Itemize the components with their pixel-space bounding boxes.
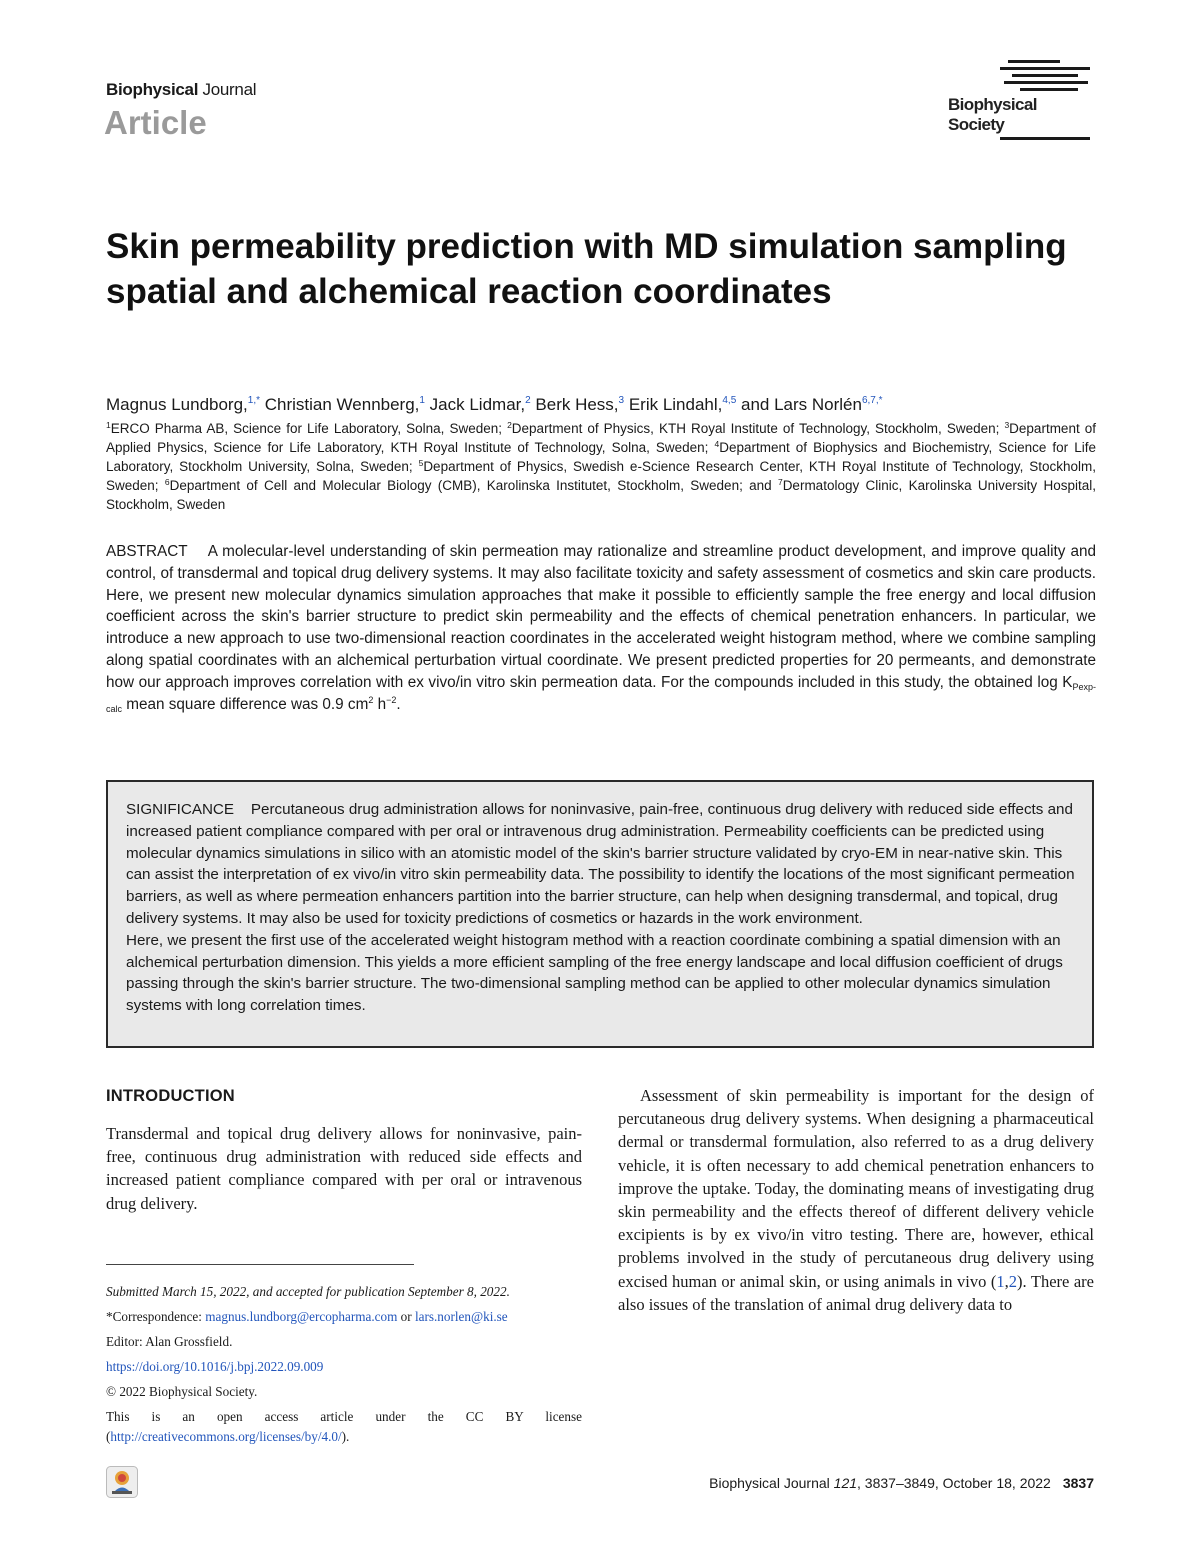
significance-paragraph: Here, we present the first use of the accelerated weight histogram method with a reaction coordinate combining a spatial dimension with an alchemical perturbation dimension. This yields a more efficient sampling of the free energy landscape and local diffusion coefficient of drugs passing through the skin's barrier structure. The two-dimensional sampling method can be applied to other molecular dynamics simulation systems with long correlation times. — [126, 931, 1063, 1015]
body-text: ). There are also issues of the translation of animal drug delivery data to — [618, 1271, 1094, 1314]
affiliation-number: 2 — [507, 420, 512, 430]
author-affiliation-mark[interactable]: 1 — [419, 395, 425, 406]
correspondence-label: *Correspondence: — [106, 1309, 206, 1324]
affiliation-text: Dermatology Clinic, Karolinska University Hospital, Stockholm, Sweden — [106, 478, 1096, 512]
abstract-tail: mean square difference was 0.9 cm — [122, 695, 369, 713]
doi-link[interactable]: https://doi.org/10.1016/j.bpj.2022.09.009 — [106, 1359, 324, 1374]
abstract-end: . — [396, 695, 401, 713]
author-name: Christian Wennberg, — [260, 395, 420, 414]
editor-line: Editor: Alan Grossfield. — [106, 1334, 233, 1349]
submission-dates: Submitted March 15, 2022, and accepted for publication September 8, 2022. — [106, 1284, 510, 1299]
affiliation-text: Department of Applied Physics, Science for Life Laboratory, KTH Royal Institute of Technology, Solna, Sweden; — [106, 421, 1097, 455]
significance-paragraph: Percutaneous drug administration allows for noninvasive, pain-free, continuous drug delivery with reduced side effects and increased patient compliance compared with per oral or intravenous drug administration. Permeability coefficients can be predicted using molecular dynamics simulations in silico with an atomistic model of the skin's barrier structure validated by cryo-EM in near-native skin. This can assist the interpretation of ex vivo/in vitro skin permeability data. The possibility to identify the locations of the most significant permeation barriers, as well as where permeation enhancers partition into the barrier structure, can help when designing transdermal, and topical, drug delivery systems. It may also be used for toxicity predictions of cosmetics or hazards in the work environment. — [126, 801, 1075, 927]
copyright-line: © 2022 Biophysical Society. — [106, 1384, 258, 1399]
affiliation-number: 7 — [777, 477, 783, 487]
citation-separator: , — [1004, 1271, 1009, 1291]
significance-box — [106, 780, 1094, 1048]
affiliation-text: Department of Physics, Swedish e-Science Research Center, KTH Royal Institute of Technology, Stockholm, Sweden; — [106, 459, 1096, 493]
article-type-label: Article — [104, 104, 207, 141]
affiliation-number: 1 — [106, 420, 111, 430]
correspondence-or: or — [397, 1309, 415, 1324]
biophysical-society-logo — [948, 58, 1098, 144]
affiliations — [106, 419, 1096, 514]
body-paragraph — [618, 1084, 1094, 1316]
author-name: Erik Lindahl, — [624, 395, 723, 414]
author-affiliation-mark[interactable]: 3 — [618, 395, 625, 406]
abstract-unit-exponent: −2 — [386, 694, 397, 705]
affiliation-number: 5 — [418, 458, 424, 468]
author-name: and Lars Norlén — [736, 395, 862, 414]
author-name: Berk Hess, — [530, 395, 619, 414]
abstract-label: ABSTRACT — [106, 543, 188, 560]
abstract-body: A molecular-level understanding of skin permeation may rationalize and streamline product development, and improve quality and control, of transdermal and topical drug delivery systems. It may also facilitate toxicity and safety assessment of cosmetics and skin care products. Here, we present new molecular dynamics simulation approaches that make it possible to efficiently sample the free energy and local diffusion coefficient across the skin's barrier structure to predict skin permeability and the effects of chemical penetration enhancers. In particular, we introduce a new approach to use two-dimensional reaction coordinates in the accelerated weight histogram method, where we combine sampling along spatial coordinates with an alchemical perturbation virtual coordinate. We present predicted properties for 20 permeants, and demonstrate how our approach improves correlation with ex vivo/in vitro skin permeation data. For the compounds included in this study, the obtained log K — [106, 543, 1096, 691]
journal-name: Biophysical Journal — [106, 80, 257, 99]
email-link[interactable]: lars.norlen@ki.se — [414, 1309, 508, 1324]
citation-link[interactable]: 2 — [1008, 1271, 1018, 1291]
page-number: 3837 — [1062, 1475, 1094, 1491]
section-heading-introduction: INTRODUCTION — [106, 1087, 235, 1105]
author-name: Jack Lidmar, — [424, 395, 526, 414]
introduction-paragraph: Transdermal and topical drug delivery allows for noninvasive, pain-free, continuous drug administration with reduced side effects and increased patient compliance compared with per oral or intravenous drug delivery. — [106, 1124, 582, 1213]
article-title: Skin permeability prediction with MD simulation sampling spatial and alchemical reaction coordinates — [106, 227, 1067, 311]
author-affiliation-mark[interactable]: 2 — [525, 395, 531, 406]
license-link[interactable]: http://creativecommons.org/licenses/by/4.0/ — [110, 1429, 342, 1444]
body-text: Assessment of skin permeability is important for the design of percutaneous drug delivery systems. When designing a pharmaceutical dermal or transdermal formulation, also referred to as a drug delivery vehicle, it is often necessary to add chemical penetration enhancers to improve the uptake. Today, the dominating means of investigating drug skin permeability and the effects thereof of different delivery vehicle excipients is by ex vivo/in vitro testing. There are, however, ethical problems involved in the study of percutaneous drug delivery using excised human or animal skin, or using animals in vivo ( — [618, 1086, 1094, 1291]
footer-journal: Biophysical Journal — [709, 1475, 834, 1491]
author-affiliation-mark[interactable]: 4,5 — [722, 395, 737, 406]
affiliation-text: Department of Cell and Molecular Biology (CMB), Karolinska Institutet, Stockholm, Sweden; and — [169, 478, 778, 493]
affiliation-text: Department of Physics, KTH Royal Institute of Technology, Stockholm, Sweden; — [511, 421, 1005, 436]
abstract-unit-exponent: 2 — [368, 694, 374, 705]
affiliation-number: 3 — [1004, 420, 1010, 430]
affiliation-number: 6 — [164, 477, 170, 487]
author-name: Magnus Lundborg, — [106, 395, 248, 414]
affiliation-text: Department of Biophysics and Biochemistry, Science for Life Laboratory, Stockholm University, Solna, Sweden; — [106, 440, 1096, 474]
footer-volume: 121 — [833, 1475, 858, 1491]
email-link[interactable]: magnus.lundborg@ercopharma.com — [205, 1309, 398, 1324]
affiliation-number: 4 — [714, 439, 720, 449]
author-list — [106, 394, 1106, 416]
page-footer — [648, 1475, 1094, 1491]
significance-text — [126, 799, 1076, 1017]
significance-label: SIGNIFICANCE — [126, 801, 235, 818]
abstract-subscript: Pexp-calc — [106, 681, 1096, 714]
license-text: This is an open access article under the CC BY license ( — [106, 1409, 582, 1444]
footnotes — [106, 1282, 582, 1452]
footer-pages: , 3837–3849, October 18, 2022 — [857, 1475, 1051, 1491]
license-line — [106, 1407, 582, 1447]
open-access-icon[interactable] — [106, 1466, 138, 1498]
author-affiliation-mark[interactable]: 6,7,* — [861, 395, 883, 406]
abstract — [106, 541, 1096, 715]
society-name: Biophysical Society — [948, 95, 1098, 135]
license-text: ). — [341, 1429, 350, 1444]
correspondence — [106, 1307, 582, 1327]
affiliation-text: ERCO Pharma AB, Science for Life Laboratory, Solna, Sweden; — [110, 421, 508, 436]
author-affiliation-mark[interactable]: 1,* — [247, 395, 261, 406]
footnote-divider — [106, 1264, 414, 1265]
citation-link[interactable]: 1 — [996, 1271, 1005, 1291]
abstract-unit: h — [373, 695, 387, 713]
